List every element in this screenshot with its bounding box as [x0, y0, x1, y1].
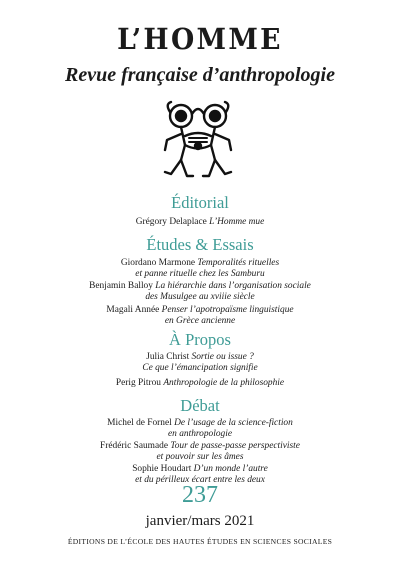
entry-title-cont: et du périlleux écart entre les deux [135, 475, 265, 485]
entry-author: Grégory Delaplace [135, 217, 207, 227]
entry-title: Penser l’apotropaïsme linguistique [161, 305, 294, 315]
entry-title-cont: des Musulgee au xviiie siècle [145, 292, 255, 302]
entry-title: De l’usage de la science-fiction [174, 418, 293, 428]
toc-entry [0, 217, 400, 228]
toc-entry [0, 258, 400, 280]
entry-title-cont: en Grèce ancienne [164, 316, 236, 326]
section-heading-editorial: Éditorial [171, 193, 229, 212]
entry-author: Sophie Houdart [132, 464, 192, 474]
entry-title: Tour de passe-passe perspectiviste [170, 441, 300, 451]
toc-entry [0, 441, 400, 463]
entry-title-cont: Ce que l’émancipation signifie [142, 363, 258, 373]
journal-title: L’HOMME [117, 22, 283, 56]
entry-title: Temporalités rituelles [197, 258, 280, 268]
entry-author: Benjamin Balloy [89, 281, 153, 291]
entry-title-cont: et panne rituelle chez les Samburu [135, 269, 265, 279]
toc-entry [0, 378, 400, 389]
entry-author: Frédéric Saumade [100, 441, 168, 451]
section-heading-debat: Débat [180, 396, 220, 415]
journal-subtitle: Revue française d’anthropologie [65, 64, 335, 86]
entry-title: La hiérarchie dans l’organisation sociale [155, 281, 311, 291]
entry-title-cont: et pouvoir sur les âmes [156, 452, 244, 462]
entry-author: Michel de Fornel [107, 418, 172, 428]
publisher-line: ÉDITIONS DE L’ÉCOLE DES HAUTES ÉTUDES EN SCIENCES SOCIALES [67, 537, 333, 546]
issue-number: 237 [182, 482, 218, 508]
toc-entry [0, 418, 400, 440]
entry-author: Giordano Marmone [120, 258, 196, 268]
toc-entry [0, 305, 400, 327]
entry-title: Anthropologie de la philosophie [163, 378, 285, 388]
section-heading-a-propos: À Propos [169, 330, 231, 349]
twin-figures-emblem-icon [159, 100, 237, 180]
entry-title: L’Homme mue [209, 217, 265, 227]
entry-title: Sortie ou issue ? [191, 352, 254, 362]
section-heading-etudes-essais: Études & Essais [146, 235, 254, 254]
toc-entry [0, 352, 400, 374]
entry-author: Magali Année [106, 305, 160, 315]
entry-title: D’un monde l’autre [193, 464, 268, 474]
toc-entry [0, 281, 400, 303]
entry-author: Julia Christ [146, 352, 190, 362]
entry-author: Perig Pitrou [115, 378, 161, 388]
entry-title-cont: en anthropologie [168, 429, 232, 439]
issue-date: janvier/mars 2021 [145, 513, 255, 529]
